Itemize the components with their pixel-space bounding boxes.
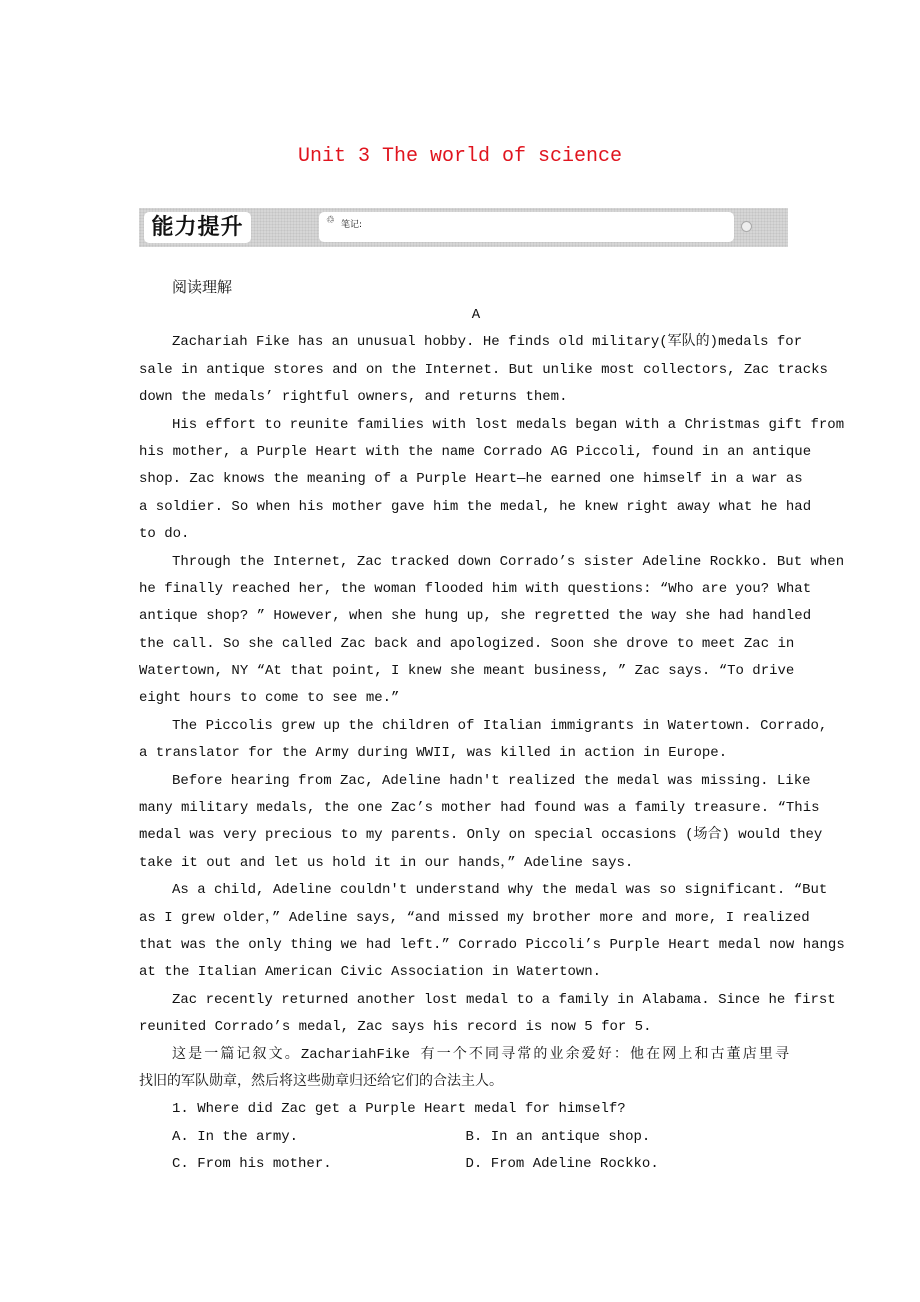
- paragraph-line: a soldier. So when his mother gave him the medal, he knew right away what he had: [139, 498, 812, 515]
- summary-line: 这是一篇记叙文。ZachariahFike 有一个不同寻常的业余爱好：他在网上和古董店里寻: [172, 1046, 789, 1063]
- summary-line: 找旧的军队勋章，然后将这些勋章归还给它们的合法主人。: [139, 1073, 503, 1090]
- paragraph-line: As a child, Adeline couldn't understand why the medal was so significant. “But: [172, 882, 828, 899]
- passage-body: [139, 302, 845, 1179]
- notes-label: 笔记:: [341, 220, 363, 230]
- paragraph-line: a translator for the Army during WWII, was killed in action in Europe.: [139, 745, 728, 762]
- pin-icon: [741, 221, 752, 232]
- options-row: [139, 1151, 789, 1178]
- paragraph-line: shop. Zac knows the meaning of a Purple Heart—he earned one himself in a war as: [139, 471, 803, 488]
- paragraph-line: take it out and let us hold it in our hands，” Adeline says.: [139, 854, 634, 871]
- paragraph-line: that was the only thing we had left.” Corrado Piccoli’s Purple Heart medal now hangs: [139, 936, 845, 953]
- option-b[interactable]: B. In an antique shop.: [465, 1128, 651, 1145]
- option-a[interactable]: A. In the army.: [172, 1128, 299, 1145]
- notes-box[interactable]: [319, 212, 734, 242]
- recycle-icon: ♲: [326, 215, 335, 226]
- ability-banner: [139, 208, 788, 247]
- option-c[interactable]: C. From his mother.: [172, 1156, 332, 1173]
- paragraph-line: the call. So she called Zac back and apologized. Soon she drove to meet Zac in: [139, 635, 795, 652]
- question-text: 1. Where did Zac get a Purple Heart medal for himself?: [172, 1101, 626, 1118]
- paragraph-line: eight hours to come to see me.”: [139, 690, 400, 707]
- paragraph-line: Before hearing from Zac, Adeline hadn't realized the medal was missing. Like: [172, 772, 811, 789]
- paragraph-line: he finally reached her, the woman flooded him with questions: “Who are you? What: [139, 580, 812, 597]
- paragraph-line: Through the Internet, Zac tracked down Corrado’s sister Adeline Rockko. But when: [172, 553, 845, 570]
- paragraph-line: medal was very precious to my parents. Only on special occasions (场合) would they: [139, 827, 823, 844]
- section-heading: 阅读理解: [172, 278, 233, 296]
- banner-label: 能力提升: [144, 212, 251, 243]
- paragraph-line: sale in antique stores and on the Internet. But unlike most collectors, Zac tracks: [139, 361, 828, 378]
- paragraph-line: The Piccolis grew up the children of Italian immigrants in Watertown. Corrado,: [172, 717, 828, 734]
- paragraph-line: reunited Corrado’s medal, Zac says his record is now 5 for 5.: [139, 1019, 652, 1036]
- paragraph-line: antique shop? ” However, when she hung up, she regretted the way she had handled: [139, 608, 812, 625]
- unit-title: Unit 3 The world of science: [297, 145, 623, 168]
- paragraph-line: at the Italian American Civic Association in Watertown.: [139, 964, 602, 981]
- options-row: [139, 1124, 789, 1151]
- paragraph-line: Watertown, NY “At that point, I knew she meant business, ” Zac says. “To drive: [139, 663, 795, 680]
- passage-letter: A: [471, 307, 481, 323]
- paragraph-line: his mother, a Purple Heart with the name Corrado AG Piccoli, found in an antique: [139, 443, 812, 460]
- paragraph-line: many military medals, the one Zac’s mother had found was a family treasure. “This: [139, 800, 820, 817]
- paragraph-line: His effort to reunite families with lost medals began with a Christmas gift from: [172, 416, 845, 433]
- option-d[interactable]: D. From Adeline Rockko.: [465, 1156, 659, 1173]
- paragraph-line: down the medals’ rightful owners, and returns them.: [139, 389, 568, 406]
- paragraph-line: Zac recently returned another lost medal to a family in Alabama. Since he first: [172, 991, 836, 1008]
- paragraph-line: Zachariah Fike has an unusual hobby. He finds old military(军队的)medals for: [172, 334, 803, 351]
- paragraph-line: as I grew older，” Adeline says, “and missed my brother more and more, I realized: [139, 909, 810, 926]
- paragraph-line: to do.: [139, 526, 190, 543]
